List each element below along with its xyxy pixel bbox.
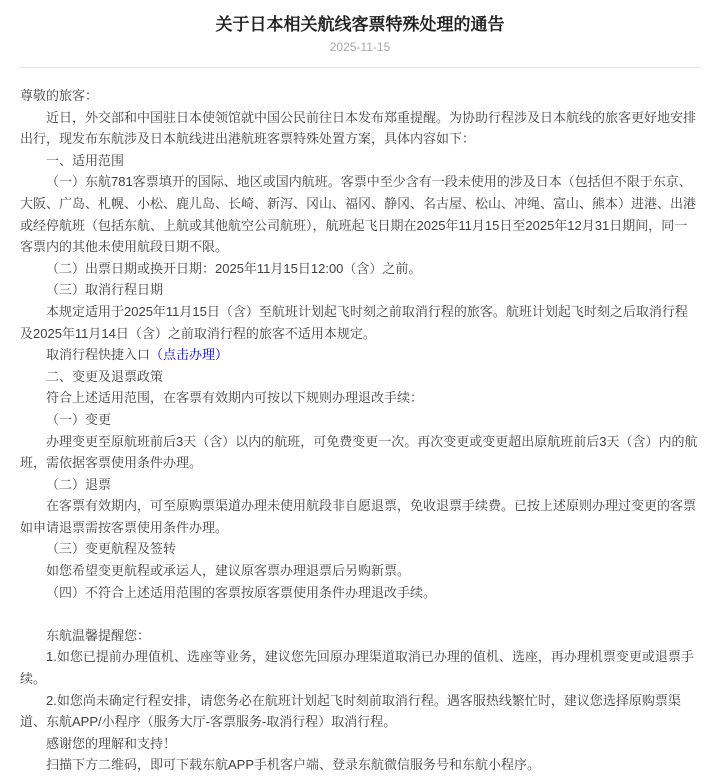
paragraph: （二）退票 [46, 476, 112, 492]
paragraph: 符合上述适用范围，在客票有效期内可按以下规则办理退改手续： [46, 390, 424, 406]
cancel-trip-link[interactable]: （点击办理） [150, 347, 229, 363]
paragraph-text: 取消行程快捷入口 [46, 347, 151, 363]
paragraph: 近日，外交部和中国驻日本使领馆就中国公民前往日本发布郑重提醒。为协助行程涉及日本航线的旅客更好地安排出行，现发布东航涉及日本航线进出港航班客票特殊处置方案，具体内容如下： [20, 109, 697, 147]
paragraph: 扫描下方二维码，即可下载东航APP手机客户端、登录东航微信服务号和东航小程序。 [46, 757, 541, 773]
notice-header [20, 0, 700, 55]
paragraph: 2.如您尚未确定行程安排，请您务必在航班计划起飞时刻前取消行程。遇客服热线繁忙时，建议您选择原购票渠道、东航APP/小程序（服务大厅-客票服务-取消行程）取消行程。 [20, 692, 681, 730]
spacer [20, 603, 700, 625]
paragraph: 办理变更至原航班前后3天（含）以内的航班，可免费变更一次。再次变更或变更超出原航班前后3天（含）内的航班，需依据客票使用条件办理。 [20, 433, 698, 471]
paragraph: 尊敬的旅客： [20, 88, 99, 103]
notice-body [20, 85, 700, 776]
divider [20, 67, 700, 68]
paragraph: 一、适用范围 [46, 152, 125, 168]
paragraph: 二、变更及退票政策 [46, 368, 164, 384]
paragraph: （三）取消行程日期 [46, 282, 164, 298]
paragraph: （三）变更航程及签转 [46, 541, 177, 557]
paragraph: （一）东航781客票填开的国际、地区或国内航班。客票中至少含有一段未使用的涉及日本（包括但不限于东京、大阪、广岛、札幌、小松、鹿儿岛、长崎、新泻、冈山、福冈、静冈、名古屋、松山、冲绳、富山、熊本）进港、出港或经停航班（包括东航、上航或其他航空公司航班），航班起飞日期在2025年11月15日至2025年12月31日期间，同一客票内的其他未使用航段日期不限。 [20, 174, 697, 255]
paragraph: 感谢您的理解和支持！ [46, 735, 177, 751]
paragraph: 东航温馨提醒您： [46, 627, 151, 643]
paragraph [20, 344, 700, 366]
paragraph: 1.如您已提前办理值机、选座等业务，建议您先回原办理渠道取消已办理的值机、选座，再办理机票变更或退票手续。 [20, 649, 694, 687]
paragraph: （四）不符合上述适用范围的客票按原客票使用条件办理退改手续。 [46, 584, 437, 600]
paragraph: 本规定适用于2025年11月15日（含）至航班计划起飞时刻之前取消行程的旅客。航班计划起飞时刻之后取消行程及2025年11月14日（含）之前取消行程的旅客不适用本规定。 [20, 303, 688, 341]
page-title: 关于日本相关航线客票特殊处理的通告 [215, 15, 505, 34]
publish-date: 2025-11-15 [329, 40, 391, 54]
paragraph: 如您希望变更航程或承运人，建议原客票办理退票后另购新票。 [46, 563, 411, 579]
paragraph: 在客票有效期内，可至原购票渠道办理未使用航段非自愿退票，免收退票手续费。已按上述原则办理过变更的客票如申请退票需按客票使用条件办理。 [20, 498, 697, 535]
paragraph: （二）出票日期或换开日期：2025年11月15日12:00（含）之前。 [46, 260, 422, 276]
paragraph: （一）变更 [46, 411, 112, 427]
